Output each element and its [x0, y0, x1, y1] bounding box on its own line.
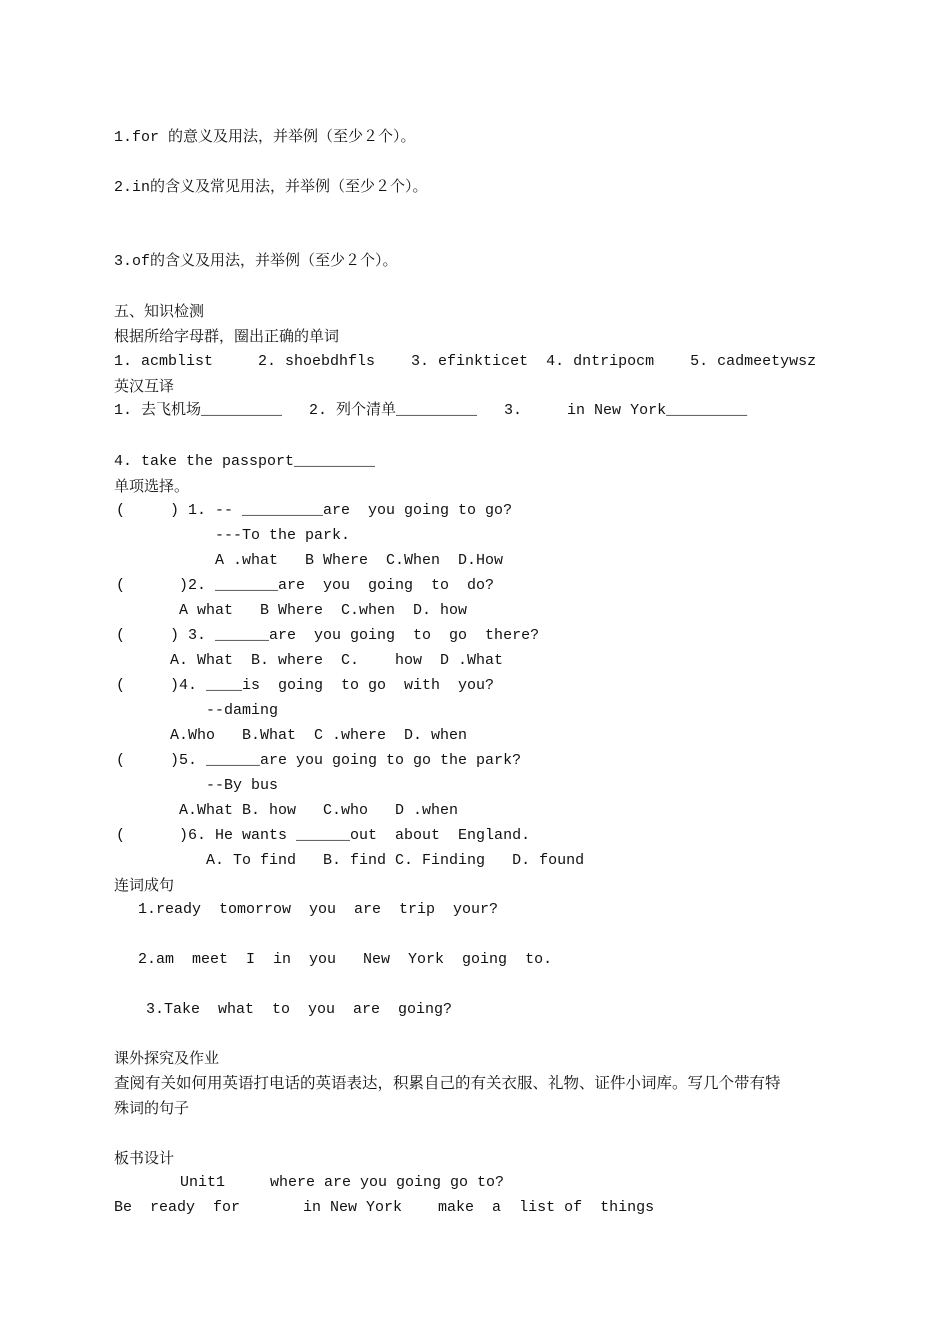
choice-line: ( )6. He wants ______out about England. — [116, 827, 531, 844]
sentence-1: 1.ready tomorrow you are trip your? — [138, 901, 499, 918]
sentence-2: 2.am meet I in you New York going to. — [138, 951, 553, 968]
choice-line: ( ) 3. ______are you going to go there? — [116, 627, 540, 644]
homework-line-1: 查阅有关如何用英语打电话的英语表达，积累自己的有关衣服、礼物、证件小词库。写几个带有特 — [114, 1074, 781, 1092]
choice-line: A. What B. where C. how D .What — [116, 652, 504, 669]
choice-line: A what B Where C.when D. how — [116, 602, 468, 619]
homework-line-2: 殊词的句子 — [114, 1099, 190, 1117]
homework-heading: 课外探究及作业 — [114, 1049, 220, 1067]
choice-line: A.What B. how C.who D .when — [116, 802, 459, 819]
board-heading: 板书设计 — [114, 1149, 175, 1167]
choice-heading: 单项选择。 — [114, 477, 190, 495]
sentences-heading: 连词成句 — [114, 876, 175, 894]
question-of: 3.of的含义及用法，并举例（至少２个）。 — [114, 253, 398, 270]
choice-line: ( )4. ____is going to go with you? — [116, 677, 495, 694]
choice-line: ( ) 1. -- _________are you going to go? — [116, 502, 513, 519]
translate-line-1: 1. 去飞机场_________ 2. 列个清单_________ 3. in New York_________ — [114, 402, 748, 419]
choice-line: ( )2. _______are you going to do? — [116, 577, 495, 594]
choice-line: --By bus — [116, 777, 279, 794]
circle-heading: 根据所给字母群，圈出正确的单词 — [114, 327, 340, 345]
circle-items: 1. acmblist 2. shoebdhfls 3. efinkticet 4. dntripocm 5. cadmeetywsz — [114, 353, 817, 370]
sentence-3: 3.Take what to you are going? — [146, 1001, 453, 1018]
choice-line: A .what B Where C.When D.How — [116, 552, 504, 569]
choice-line: A. To find B. find C. Finding D. found — [116, 852, 585, 869]
choice-line: A.Who B.What C .where D. when — [116, 727, 468, 744]
translate-line-2: 4. take the passport_________ — [114, 453, 376, 470]
question-for: 1.for 的意义及用法，并举例（至少２个）。 — [114, 129, 416, 146]
board-line-1: Unit1 where are you going go to? — [180, 1174, 505, 1191]
choice-line: --daming — [116, 702, 279, 719]
translate-heading: 英汉互译 — [114, 377, 175, 395]
choice-line: ---To the park. — [116, 527, 351, 544]
board-line-2: Be ready for in New York make a list of things — [114, 1199, 655, 1216]
choice-line: ( )5. ______are you going to go the park? — [116, 752, 522, 769]
section-title: 五、知识检测 — [114, 302, 205, 320]
question-in: 2.in的含义及常见用法，并举例（至少２个）。 — [114, 179, 428, 196]
